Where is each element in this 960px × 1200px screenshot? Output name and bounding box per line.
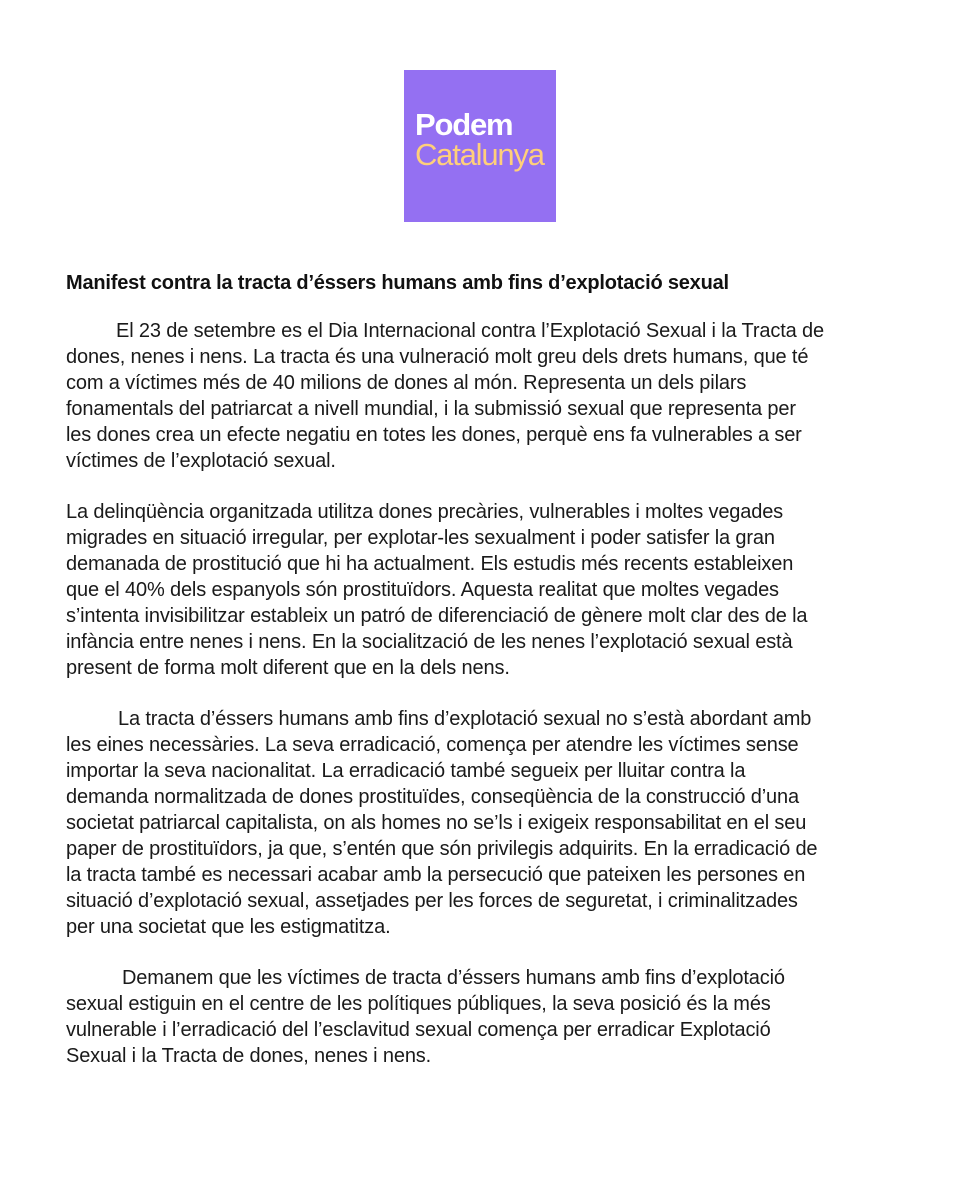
paragraph-2: [66, 499, 896, 681]
text-line: demanada de prostitució que hi ha actualment. Els estudis més recents estableixen: [66, 553, 794, 575]
paragraph-4: [66, 965, 896, 1069]
text-line: paper de prostituïdors, ja que, s’entén que són privilegis adquirits. En la erradicació de: [66, 838, 818, 860]
text-line: El 23 de setembre es el Dia Internacional contra l’Explotació Sexual i la Tracta de: [116, 320, 824, 342]
text-line: demanda normalitzada de dones prostituïdes, conseqüència de la construcció d’una: [66, 786, 799, 808]
text-line: la tracta també es necessari acabar amb la persecució que pateixen les persones en: [66, 864, 806, 886]
paragraph-3: [66, 706, 896, 940]
text-line: dones, nenes i nens. La tracta és una vulneració molt greu dels drets humans, que té: [66, 346, 809, 368]
text-line: La tracta d’éssers humans amb fins d’explotació sexual no s’està abordant amb: [118, 708, 812, 730]
text-line: les eines necessàries. La seva erradicació, comença per atendre les víctimes sense: [66, 734, 799, 756]
text-line: infància entre nenes i nens. En la socialització de les nenes l’explotació sexual està: [66, 631, 793, 653]
text-line: La delinqüència organitzada utilitza dones precàries, vulnerables i moltes vegades: [66, 501, 784, 523]
text-line: per una societat que les estigmatitza.: [66, 916, 391, 938]
document-body: [66, 318, 896, 1094]
text-line: present de forma molt diferent que en la dels nens.: [66, 657, 510, 679]
text-line: s’intenta invisibilitzar estableix un patró de diferenciació de gènere molt clar des de la: [66, 605, 808, 627]
text-line: fonamentals del patriarcat a nivell mundial, i la submissió sexual que representa per: [66, 398, 796, 420]
text-line: vulnerable i l’erradicació del l’esclavitud sexual comença per erradicar Explotació: [66, 1019, 771, 1041]
text-line: que el 40% dels espanyols són prostituïdors. Aquesta realitat que moltes vegades: [66, 579, 779, 601]
podem-catalunya-logo: [404, 70, 556, 222]
text-line: Demanem que les víctimes de tracta d’éssers humans amb fins d’explotació: [122, 967, 785, 989]
text-line: víctimes de l’explotació sexual.: [66, 450, 336, 472]
text-line: Sexual i la Tracta de dones, nenes i nens.: [66, 1045, 432, 1067]
paragraph-1: [66, 318, 896, 474]
logo-line-podem: Podem: [415, 107, 513, 142]
text-line: sexual estiguin en el centre de les polítiques públiques, la seva posició és la més: [66, 993, 771, 1015]
text-line: importar la seva nacionalitat. La erradicació també segueix per lluitar contra la: [66, 760, 746, 782]
text-line: migrades en situació irregular, per explotar-les sexualment i poder satisfer la gran: [66, 527, 775, 549]
text-line: les dones crea un efecte negatiu en totes les dones, perquè ens fa vulnerables a ser: [66, 424, 802, 446]
document-title: Manifest contra la tracta d’éssers humans amb fins d’explotació sexual: [66, 272, 729, 294]
text-line: com a víctimes més de 40 milions de dones al món. Representa un dels pilars: [66, 372, 747, 394]
text-line: societat patriarcal capitalista, on als homes no se’ls i exigeix responsabilitat en el seu: [66, 812, 807, 834]
logo-line-catalunya: Catalunya: [415, 137, 544, 172]
text-line: situació d’explotació sexual, assetjades per les forces de seguretat, i criminalitzades: [66, 890, 798, 912]
